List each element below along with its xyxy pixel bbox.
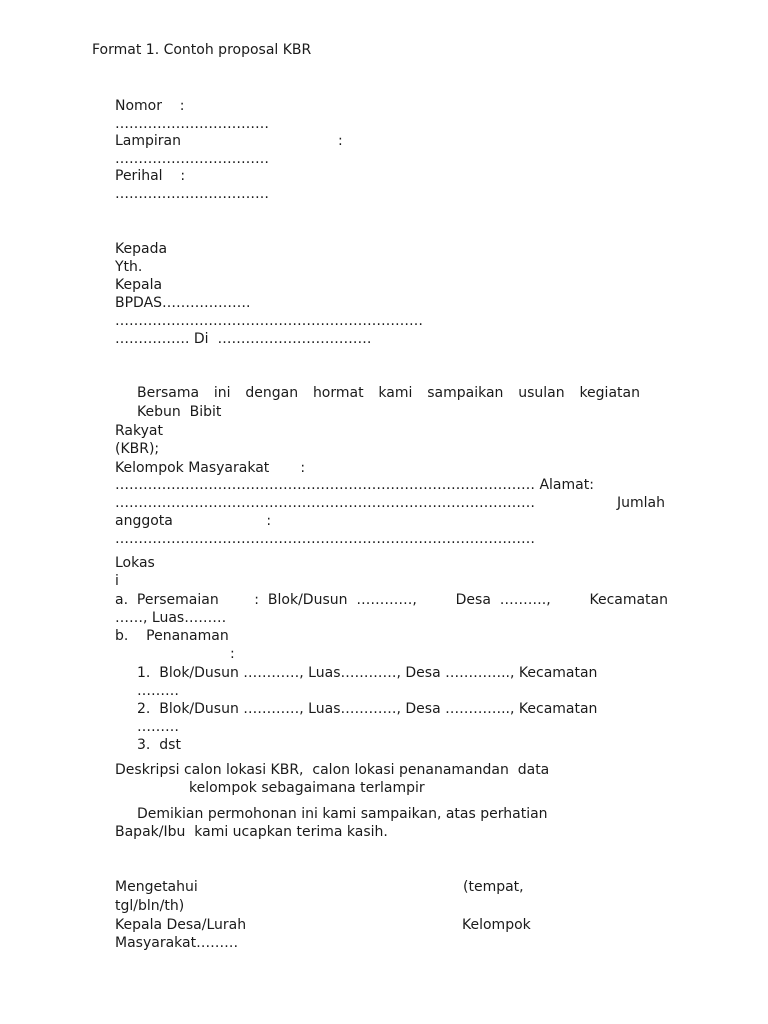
lokasi-label: Lokas: [115, 555, 155, 571]
list-item: 2. Blok/Dusun …………, Luas…………, Desa ………….., Kecamatan: [137, 701, 598, 717]
word: ini: [213, 385, 231, 401]
word: sampaikan: [427, 385, 504, 401]
recipient-bpdas: BPDAS……………….: [115, 295, 251, 311]
body-kbr: (KBR);: [115, 441, 160, 457]
jumlah-dots: ………………………………………………………………………………: [115, 495, 535, 511]
persemaian-line: [115, 591, 668, 609]
persemaian-part: a. Persemaian : Blok/Dusun …………,: [115, 592, 417, 608]
lokasi-label-i: i: [115, 573, 119, 589]
nomor-dots: ……………………………: [115, 116, 269, 132]
perihal-dots: ……………………………: [115, 186, 269, 202]
anggota-label: anggota :: [115, 513, 272, 529]
signature-kelompok: Kelompok: [462, 917, 531, 933]
word: kami: [378, 385, 413, 401]
lampiran-dots: ……………………………: [115, 151, 269, 167]
penanaman-colon: :: [230, 646, 235, 662]
penanaman-label: b. Penanaman: [115, 628, 229, 644]
perihal-label: Perihal :: [115, 168, 186, 184]
list-item-cont: ………: [137, 719, 179, 735]
recipient-kepada: Kepada: [115, 241, 168, 257]
word: Bersama: [137, 385, 200, 401]
signature-masyarakat: Masyarakat………: [115, 935, 239, 951]
persemaian-luas: ……, Luas………: [115, 610, 227, 626]
anggota-dots: ………………………………………………………………………………: [115, 531, 535, 547]
lampiran-colon: :: [338, 133, 343, 149]
word: hormat: [312, 385, 364, 401]
persemaian-part: Desa ……….,: [455, 592, 551, 608]
jumlah-label: Jumlah: [617, 495, 665, 511]
nomor-label: Nomor :: [115, 98, 185, 114]
recipient-di: ……………. Di ……………………………: [115, 331, 372, 347]
lampiran-label: Lampiran: [115, 133, 182, 149]
deskripsi-line-1: Deskripsi calon lokasi KBR, calon lokasi penanamandan data: [115, 762, 550, 778]
signature-kepala-desa: Kepala Desa/Lurah: [115, 917, 247, 933]
persemaian-part: Kecamatan: [589, 592, 668, 608]
closing-line-2: Bapak/Ibu kami ucapkan terima kasih.: [115, 824, 388, 840]
signature-tgl: tgl/bln/th): [115, 898, 185, 914]
signature-mengetahui: Mengetahui: [115, 879, 198, 895]
signature-tempat: (tempat,: [463, 879, 524, 895]
body-paragraph-1: [137, 384, 640, 402]
kelompok-label: Kelompok Masyarakat :: [115, 460, 306, 476]
page-title: Format 1. Contoh proposal KBR: [92, 42, 312, 58]
recipient-kepala: Kepala: [115, 277, 163, 293]
word: usulan: [518, 385, 565, 401]
recipient-yth: Yth.: [115, 259, 143, 275]
body-rakyat: Rakyat: [115, 423, 163, 439]
recipient-dots: …………………………………………………………: [115, 313, 423, 329]
word: dengan: [245, 385, 299, 401]
list-item: 3. dst: [137, 737, 181, 753]
list-item: 1. Blok/Dusun …………, Luas…………, Desa ………….., Kecamatan: [137, 665, 598, 681]
list-item-cont: ………: [137, 683, 179, 699]
word: kegiatan: [579, 385, 640, 401]
body-kebun-bibit: Kebun Bibit: [137, 404, 222, 420]
closing-line-1: Demikian permohonan ini kami sampaikan, atas perhatian: [137, 806, 548, 822]
deskripsi-line-2: kelompok sebagaimana terlampir: [189, 780, 425, 796]
alamat-line: ……………………………………………………………………………… Alamat:: [115, 477, 594, 493]
